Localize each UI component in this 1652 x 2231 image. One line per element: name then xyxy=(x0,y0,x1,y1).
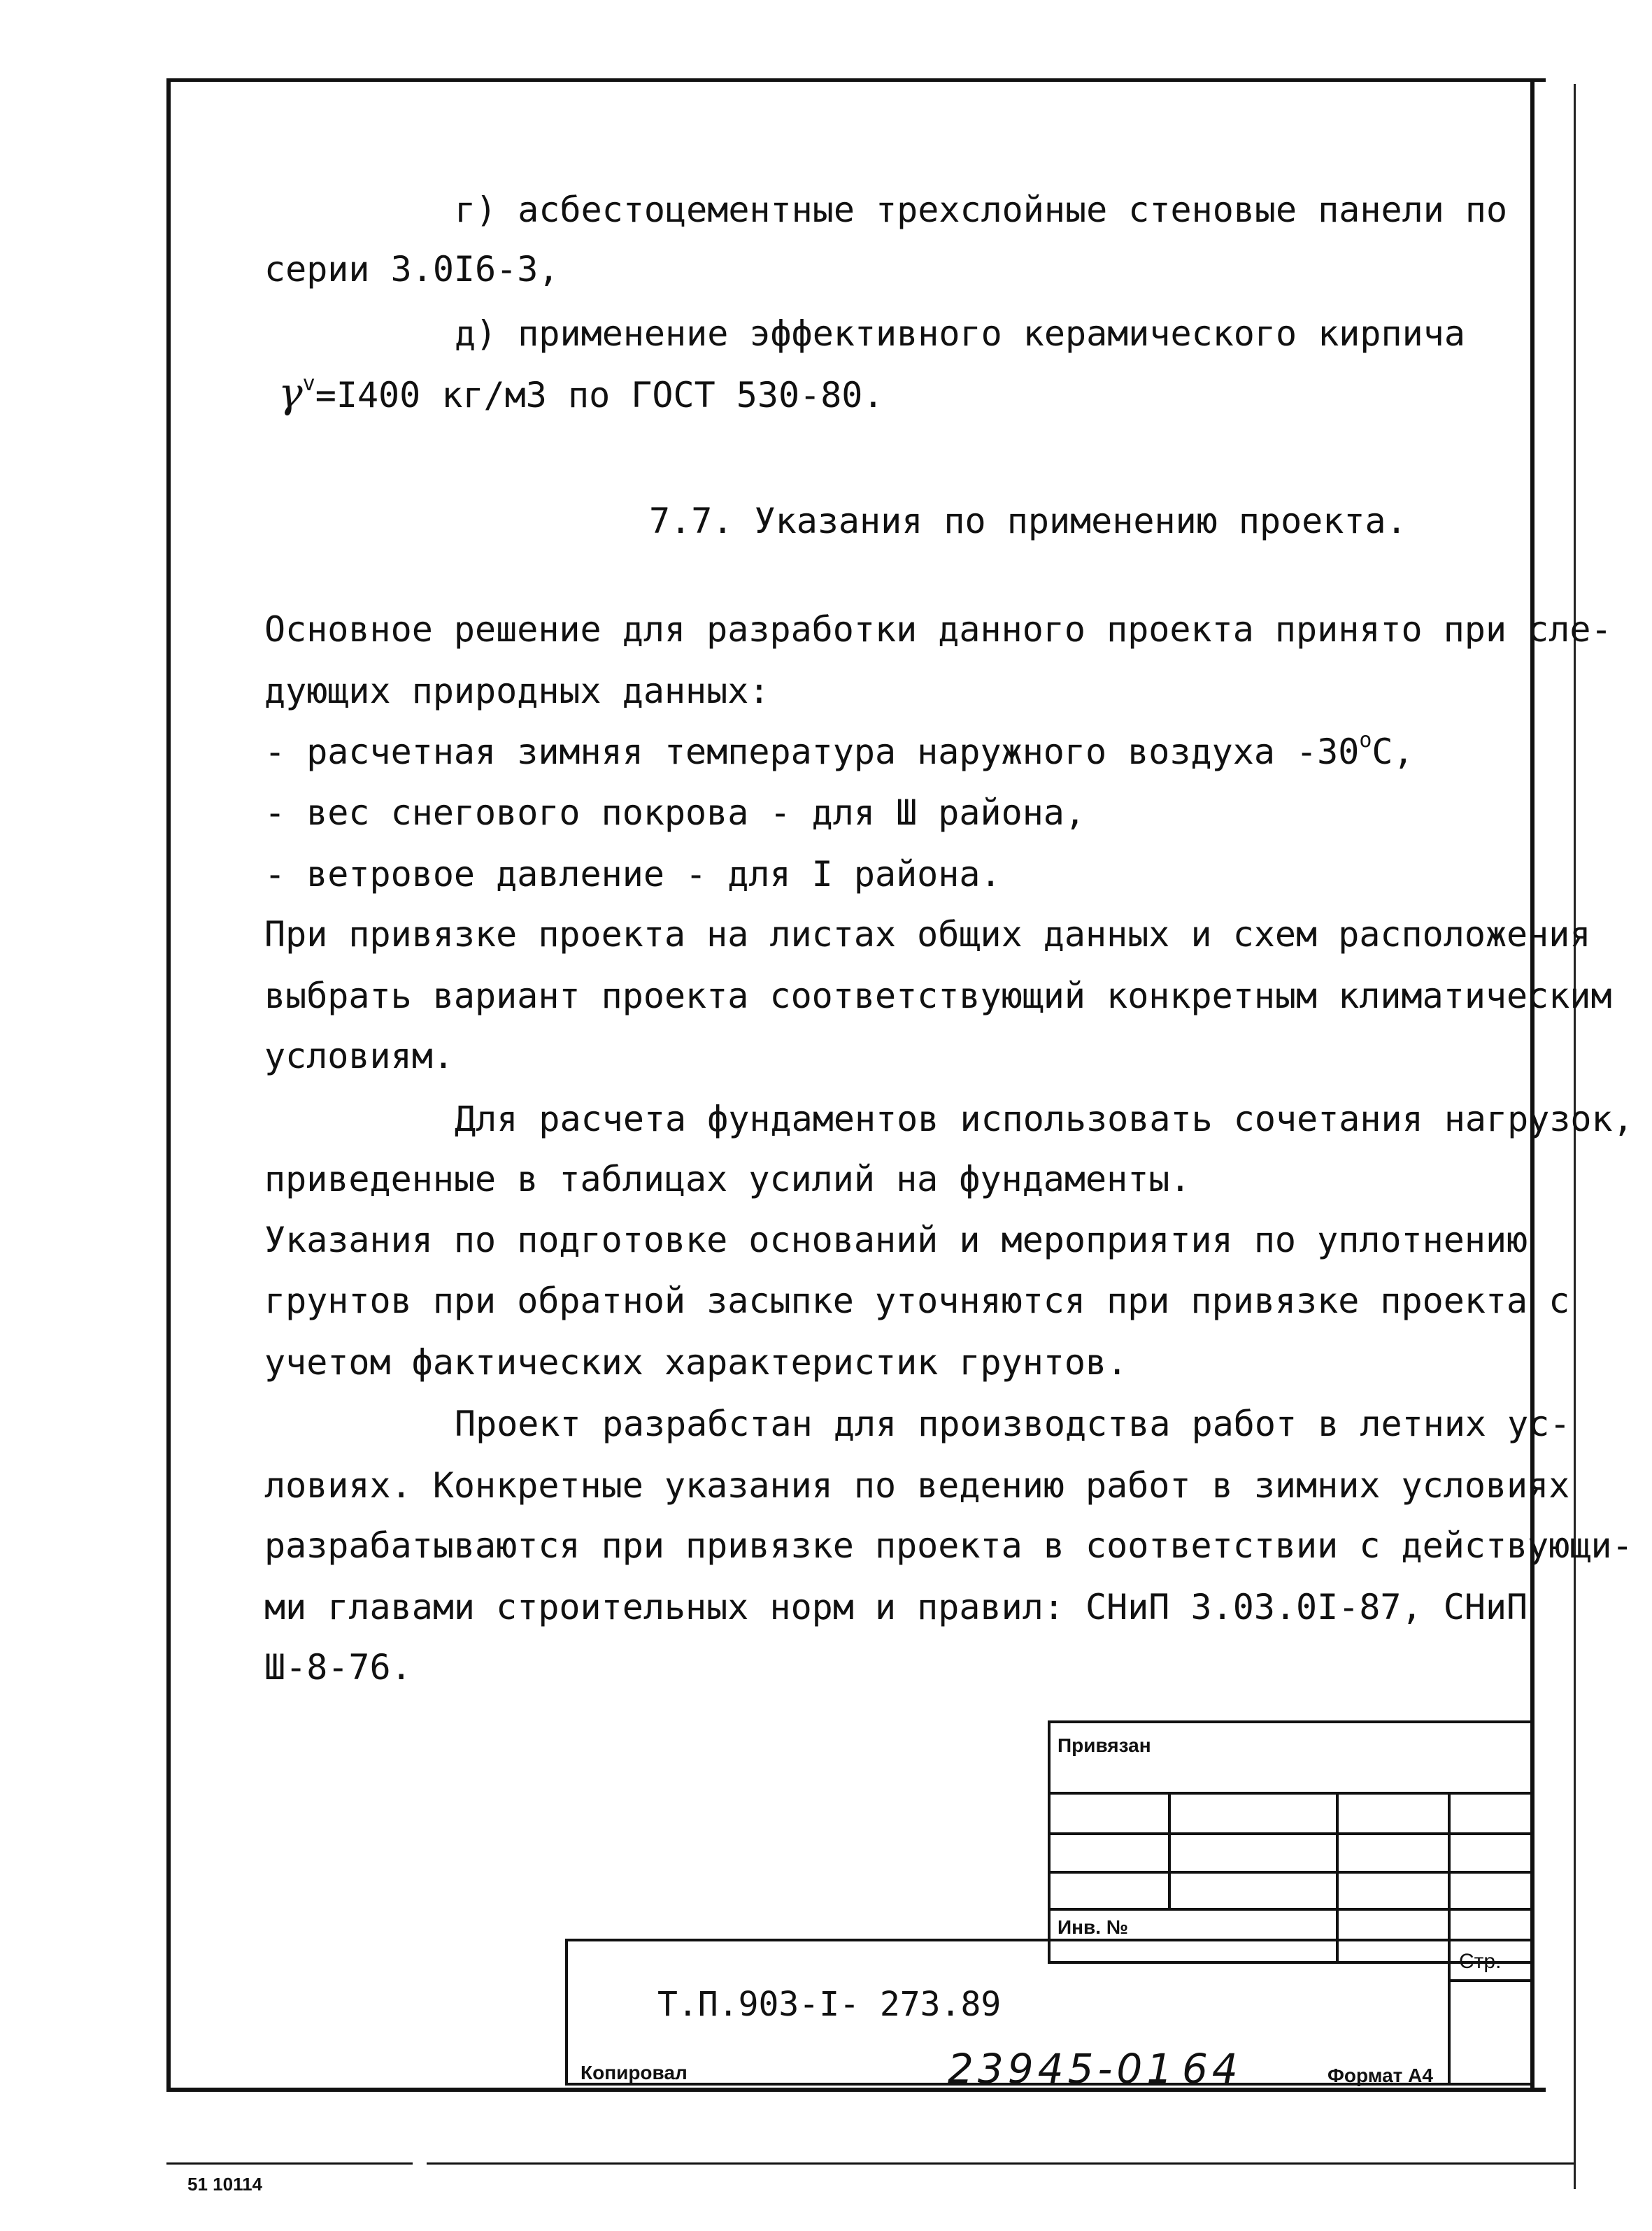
body-line-17: ми главами строительных норм и правил: СНиП 3.03.0I-87, СНиП xyxy=(264,1587,1528,1627)
body-line-6: При привязке проекта на листах общих данных и схем расположения xyxy=(264,914,1591,955)
item-g-line1: г) асбестоцементные трехслойные стеновые панели по xyxy=(455,190,1508,230)
temp-unit: С, xyxy=(1372,732,1414,772)
handwritten-page: 64 xyxy=(1182,2045,1242,2093)
inv-number-label: Инв. № xyxy=(1058,1916,1129,1938)
table-col-rule xyxy=(1168,1792,1171,1909)
page-label: Стр. xyxy=(1459,1950,1502,1973)
table-rule xyxy=(1048,1792,1533,1795)
body-line-1: Основное решение для разработки данного проекта принято при сле- xyxy=(264,609,1612,650)
body-line-8: условиям. xyxy=(264,1036,454,1076)
table-rule xyxy=(1048,1908,1533,1911)
item-d-line2-text: =I400 кг/м3 по ГОСТ 530-80. xyxy=(315,375,884,415)
body-line-15: ловиях. Конкретные указания по ведению работ в зимних условиях xyxy=(264,1465,1570,1506)
body-line-7: выбрать вариант проекта соответствующий конкретным климатическим xyxy=(264,976,1612,1016)
table-rule xyxy=(1048,1871,1533,1874)
body-line-16: разрабатываются при привязке проекта в соответствии с действующи- xyxy=(264,1525,1633,1566)
section-heading: 7.7. Указания по применению проекта. xyxy=(649,501,1407,541)
handwritten-number: 23945-01 xyxy=(948,2045,1177,2093)
body-line-3-text: - расчетная зимняя температура наружного воздуха -30 xyxy=(264,732,1360,772)
degree-sign: о xyxy=(1359,728,1372,753)
page-cell-rule xyxy=(1448,1979,1533,1982)
gamma-superscript: v xyxy=(302,371,315,397)
body-line-4: - вес снегового покрова - для Ш района, xyxy=(264,792,1085,833)
body-line-13: учетом фактических характеристик грунтов. xyxy=(264,1342,1128,1383)
table-rule xyxy=(1048,1832,1533,1835)
privyazan-label: Привязан xyxy=(1058,1734,1151,1756)
item-d-line1: д) применение эффективного керамического кирпича xyxy=(455,313,1465,354)
copied-by-label: Копировал xyxy=(581,2062,688,2083)
body-line-18: Ш-8-76. xyxy=(264,1647,412,1688)
body-line-3 xyxy=(264,728,1414,773)
body-line-14: Проект разрабстан для производства работ в летних ус- xyxy=(455,1404,1571,1444)
title-block-divider xyxy=(1448,1939,1451,2086)
bottom-rule-left xyxy=(166,2162,413,2165)
body-line-9: Для расчета фундаментов использовать сочетания нагрузок, xyxy=(455,1099,1634,1139)
body-line-2: дующих природных данных: xyxy=(264,671,770,711)
body-line-11: Указания по подготовке оснований и мероприятия по уплотнению xyxy=(264,1220,1528,1260)
item-g-line2: серии 3.0I6-3, xyxy=(264,249,560,290)
gamma-symbol: γ xyxy=(278,369,303,417)
document-code: Т.П.903-I- 273.89 xyxy=(657,1985,1002,2024)
item-d-line2 xyxy=(278,369,884,417)
bottom-rule-right xyxy=(427,2162,1574,2165)
body-line-12: грунтов при обратной засыпке уточняются при привязке проекта с xyxy=(264,1281,1570,1321)
format-label: Формат А4 xyxy=(1327,2065,1433,2086)
body-line-5: - ветровое давление - для I района. xyxy=(264,854,1002,894)
bottom-code: 51 10114 xyxy=(187,2174,263,2195)
body-line-10: приведенные в таблицах усилий на фундаменты. xyxy=(264,1159,1191,1199)
